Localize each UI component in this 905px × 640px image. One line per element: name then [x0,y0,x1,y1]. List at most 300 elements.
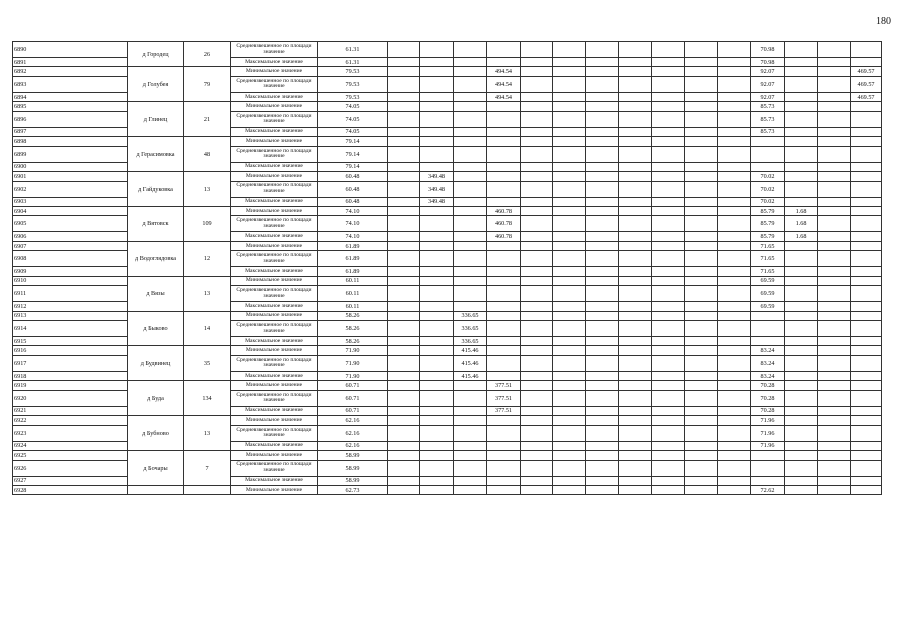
value-cell [785,267,818,276]
value-cell [454,76,487,92]
value-cell [553,251,586,267]
value-cell: 61.31 [318,58,388,67]
value-cell [685,460,718,476]
value-cell [553,206,586,215]
row-number: 6921 [13,406,128,415]
value-cell [619,181,652,197]
value-cell [553,476,586,485]
population-count: 13 [184,276,231,311]
value-cell [521,416,553,425]
population-count: 7 [184,451,231,486]
value-cell: 62.16 [318,441,388,450]
value-cell [420,441,454,450]
value-cell [521,111,553,127]
value-cell [652,267,685,276]
value-cell [553,451,586,460]
value-cell [652,476,685,485]
value-cell [685,425,718,441]
value-cell [553,92,586,101]
indicator-type: Минимальное значение [231,485,318,494]
value-cell: 85.73 [751,127,785,136]
value-cell [553,58,586,67]
value-cell [685,381,718,390]
value-cell [388,321,420,337]
value-cell [652,425,685,441]
value-cell [718,111,751,127]
value-cell [586,267,619,276]
value-cell [521,406,553,415]
indicator-type: Средневзвешенное по площади значение [231,111,318,127]
value-cell [388,181,420,197]
value-cell [388,251,420,267]
value-cell [388,67,420,76]
value-cell [487,172,521,181]
value-cell: 349.48 [420,197,454,206]
row-number: 6925 [13,451,128,460]
value-cell [454,390,487,406]
value-cell [851,127,882,136]
value-cell: 349.48 [420,181,454,197]
value-cell [652,321,685,337]
value-cell [388,441,420,450]
settlement-name: д Глинец [128,102,184,137]
value-cell [454,42,487,58]
value-cell [487,451,521,460]
value-cell [652,337,685,346]
value-cell [718,321,751,337]
value-cell [586,425,619,441]
value-cell: 469.57 [851,92,882,101]
value-cell [785,162,818,171]
row-number: 6918 [13,371,128,380]
value-cell [553,276,586,285]
value-cell: 85.79 [751,206,785,215]
table-row [13,241,882,250]
settlement-name: д Вятовск [128,206,184,241]
value-cell [521,441,553,450]
value-cell [553,337,586,346]
indicator-type: Максимальное значение [231,476,318,485]
value-cell [818,267,851,276]
value-cell [851,232,882,241]
value-cell [586,232,619,241]
indicator-type: Минимальное значение [231,67,318,76]
value-cell [553,162,586,171]
value-cell: 92.07 [751,67,785,76]
value-cell: 70.28 [751,381,785,390]
value-cell [388,276,420,285]
value-cell [851,346,882,355]
value-cell [420,371,454,380]
value-cell [685,485,718,494]
indicator-type: Минимальное значение [231,137,318,146]
value-cell [487,425,521,441]
population-count [184,485,231,494]
value-cell [454,216,487,232]
table-row [13,276,882,285]
value-cell: 58.99 [318,460,388,476]
indicator-type: Максимальное значение [231,162,318,171]
value-cell [718,251,751,267]
value-cell [785,451,818,460]
value-cell [685,111,718,127]
value-cell [685,390,718,406]
value-cell [685,337,718,346]
indicator-type: Средневзвешенное по площади значение [231,286,318,302]
indicator-type: Средневзвешенное по площади значение [231,181,318,197]
value-cell [718,416,751,425]
value-cell [785,197,818,206]
value-cell [619,390,652,406]
value-cell [685,251,718,267]
value-cell [818,390,851,406]
value-cell [785,337,818,346]
value-cell: 92.07 [751,76,785,92]
data-table [12,41,882,495]
value-cell [420,241,454,250]
value-cell [586,206,619,215]
value-cell [785,390,818,406]
value-cell [454,406,487,415]
indicator-type: Средневзвешенное по площади значение [231,355,318,371]
value-cell [685,267,718,276]
value-cell [685,146,718,162]
row-number: 6905 [13,216,128,232]
value-cell [685,172,718,181]
value-cell [619,460,652,476]
table-row [13,451,882,460]
value-cell [785,302,818,311]
value-cell [553,181,586,197]
value-cell [586,416,619,425]
value-cell [521,216,553,232]
value-cell [521,337,553,346]
value-cell [851,172,882,181]
row-number: 6896 [13,111,128,127]
value-cell [619,232,652,241]
value-cell [619,321,652,337]
value-cell [521,276,553,285]
value-cell [785,381,818,390]
value-cell [586,460,619,476]
value-cell [718,302,751,311]
table-row [13,206,882,215]
value-cell [818,172,851,181]
value-cell [652,346,685,355]
settlement-name: д Водоглядовка [128,241,184,276]
value-cell: 58.99 [318,451,388,460]
value-cell [619,172,652,181]
value-cell [586,476,619,485]
settlement-name: д Будвинец [128,346,184,381]
value-cell: 62.16 [318,425,388,441]
value-cell: 71.90 [318,346,388,355]
value-cell [785,58,818,67]
value-cell: 60.48 [318,172,388,181]
value-cell [652,216,685,232]
value-cell [553,321,586,337]
value-cell [851,460,882,476]
table-row [13,102,882,111]
value-cell [388,451,420,460]
value-cell [652,197,685,206]
value-cell [818,416,851,425]
value-cell [851,216,882,232]
value-cell [586,76,619,92]
value-cell [619,137,652,146]
value-cell [685,476,718,485]
value-cell: 58.26 [318,311,388,320]
value-cell [553,267,586,276]
value-cell [487,276,521,285]
population-count: 79 [184,67,231,102]
value-cell [619,425,652,441]
value-cell: 71.65 [751,251,785,267]
value-cell: 79.14 [318,137,388,146]
settlement-name: д Бубново [128,416,184,451]
value-cell [388,76,420,92]
value-cell [619,206,652,215]
value-cell [751,460,785,476]
value-cell [851,286,882,302]
value-cell: 494.54 [487,92,521,101]
value-cell [521,76,553,92]
value-cell [553,232,586,241]
value-cell [487,102,521,111]
value-cell [785,321,818,337]
value-cell [553,67,586,76]
value-cell [553,216,586,232]
value-cell [685,232,718,241]
value-cell [454,67,487,76]
row-number: 6890 [13,42,128,58]
value-cell [454,241,487,250]
value-cell [420,406,454,415]
value-cell [521,346,553,355]
value-cell [718,181,751,197]
value-cell [718,76,751,92]
value-cell [785,92,818,101]
value-cell: 70.02 [751,181,785,197]
value-cell [420,311,454,320]
value-cell [685,346,718,355]
value-cell [818,346,851,355]
indicator-type: Средневзвешенное по площади значение [231,76,318,92]
value-cell: 85.79 [751,232,785,241]
indicator-type: Минимальное значение [231,416,318,425]
value-cell [818,162,851,171]
row-number: 6897 [13,127,128,136]
value-cell [818,216,851,232]
value-cell [388,390,420,406]
value-cell [652,102,685,111]
indicator-type: Максимальное значение [231,337,318,346]
value-cell [851,276,882,285]
row-number: 6914 [13,321,128,337]
value-cell [718,390,751,406]
value-cell [586,92,619,101]
value-cell [619,416,652,425]
value-cell: 74.05 [318,127,388,136]
value-cell [388,460,420,476]
population-count: 21 [184,102,231,137]
indicator-type: Минимальное значение [231,346,318,355]
indicator-type: Максимальное значение [231,267,318,276]
value-cell [619,302,652,311]
value-cell [553,390,586,406]
value-cell [420,102,454,111]
indicator-type: Максимальное значение [231,92,318,101]
row-number: 6911 [13,286,128,302]
value-cell: 61.89 [318,251,388,267]
value-cell: 60.48 [318,197,388,206]
value-cell [521,137,553,146]
value-cell: 58.26 [318,337,388,346]
value-cell: 60.11 [318,302,388,311]
value-cell [818,127,851,136]
value-cell [388,216,420,232]
value-cell [652,416,685,425]
value-cell [487,286,521,302]
value-cell: 71.65 [751,241,785,250]
value-cell [851,146,882,162]
value-cell: 460.78 [487,206,521,215]
row-number: 6902 [13,181,128,197]
table-row [13,485,882,494]
value-cell [785,67,818,76]
value-cell [521,311,553,320]
value-cell [851,162,882,171]
population-count: 35 [184,346,231,381]
value-cell [818,441,851,450]
value-cell [652,172,685,181]
value-cell [586,302,619,311]
value-cell [420,146,454,162]
value-cell: 79.53 [318,67,388,76]
value-cell [586,111,619,127]
indicator-type: Средневзвешенное по площади значение [231,146,318,162]
settlement-name: д Бочары [128,451,184,486]
value-cell [652,232,685,241]
value-cell [718,137,751,146]
value-cell [818,321,851,337]
value-cell [420,127,454,136]
value-cell [652,460,685,476]
row-number: 6915 [13,337,128,346]
value-cell [685,355,718,371]
value-cell [388,92,420,101]
value-cell [818,302,851,311]
value-cell [718,406,751,415]
value-cell [785,476,818,485]
settlement-name: д Быково [128,311,184,346]
value-cell [652,276,685,285]
value-cell [851,381,882,390]
value-cell [487,127,521,136]
value-cell [685,406,718,415]
value-cell [553,416,586,425]
value-cell [785,127,818,136]
value-cell [818,337,851,346]
value-cell [685,76,718,92]
row-number: 6922 [13,416,128,425]
value-cell [521,451,553,460]
value-cell: 79.14 [318,146,388,162]
value-cell: 60.71 [318,381,388,390]
value-cell: 62.73 [318,485,388,494]
value-cell [718,381,751,390]
value-cell [652,390,685,406]
value-cell [586,337,619,346]
value-cell [652,286,685,302]
value-cell [586,485,619,494]
indicator-type: Средневзвешенное по площади значение [231,390,318,406]
value-cell [718,460,751,476]
table-row [13,381,882,390]
value-cell [420,162,454,171]
value-cell [454,381,487,390]
population-count: 12 [184,241,231,276]
value-cell [454,251,487,267]
value-cell [521,67,553,76]
value-cell [420,460,454,476]
value-cell [388,406,420,415]
value-cell: 71.90 [318,355,388,371]
value-cell [785,241,818,250]
value-cell [619,371,652,380]
value-cell [619,485,652,494]
value-cell [685,102,718,111]
row-number: 6901 [13,172,128,181]
value-cell [521,197,553,206]
value-cell [818,371,851,380]
value-cell [553,311,586,320]
value-cell [685,302,718,311]
value-cell [420,42,454,58]
value-cell [420,58,454,67]
value-cell [619,276,652,285]
value-cell [454,451,487,460]
value-cell: 69.59 [751,286,785,302]
value-cell [521,286,553,302]
value-cell [718,241,751,250]
value-cell [785,42,818,58]
row-number: 6920 [13,390,128,406]
value-cell [652,92,685,101]
value-cell [487,460,521,476]
value-cell [553,460,586,476]
value-cell [487,441,521,450]
value-cell [454,267,487,276]
indicator-type: Максимальное значение [231,58,318,67]
indicator-type: Максимальное значение [231,371,318,380]
value-cell [521,146,553,162]
value-cell: 460.78 [487,216,521,232]
value-cell [553,485,586,494]
value-cell [818,111,851,127]
value-cell [785,371,818,380]
value-cell [521,206,553,215]
value-cell [652,181,685,197]
value-cell: 60.11 [318,286,388,302]
value-cell [851,111,882,127]
value-cell [785,102,818,111]
value-cell [685,162,718,171]
value-cell: 72.62 [751,485,785,494]
value-cell [785,425,818,441]
value-cell [487,197,521,206]
row-number: 6908 [13,251,128,267]
